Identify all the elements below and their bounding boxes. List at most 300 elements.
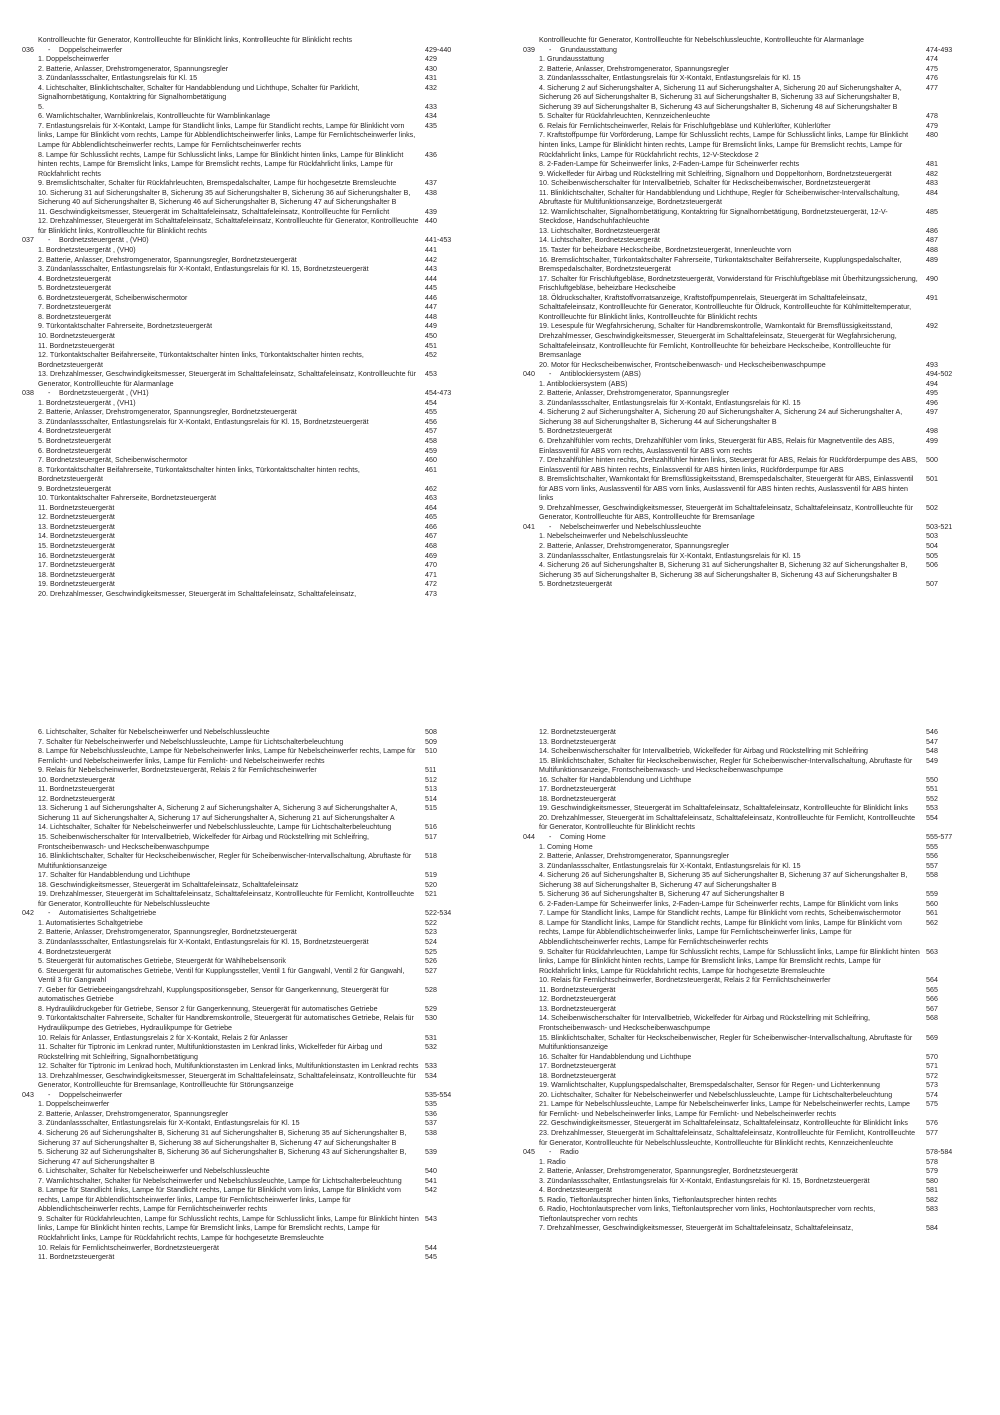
section-page-range: 535-554 xyxy=(425,1090,452,1099)
entry-text: 3. Zündanlassschalter, Entlastungsrelais für X-Kontakt, Entlastungsrelais für Kl. 15 xyxy=(539,74,801,83)
index-item-row[interactable] xyxy=(523,1129,978,1148)
entry-text: 2. Batterie, Anlasser, Drehstromgenerator, Spannungsregler xyxy=(539,852,730,861)
index-item-row[interactable] xyxy=(22,871,477,881)
index-item-row[interactable] xyxy=(22,1186,477,1215)
entry-text: 12. Bordnetzsteuergerät xyxy=(539,995,616,1004)
index-item-row[interactable] xyxy=(22,1062,477,1072)
entry-page-number: 558 xyxy=(926,871,938,880)
entry-page-number: 571 xyxy=(926,1062,938,1071)
index-item-row[interactable] xyxy=(523,919,978,948)
index-item-row[interactable] xyxy=(523,1053,978,1063)
index-item-row[interactable] xyxy=(523,1072,978,1082)
entry-text: 8. Lampe für Nebelschlussleuchte, Lampe für Nebelscheinwerfer links, Lampe für Nebelscheinwerfer rechts, Lampe für Fernlicht- und Nebelscheinwerfer links, Lampe für Fernlicht- und Nebelscheinwerfer rechts xyxy=(38,747,416,765)
index-item-row[interactable] xyxy=(523,389,978,399)
index-item-row[interactable] xyxy=(22,84,477,103)
index-section-row[interactable] xyxy=(22,236,477,246)
entry-page-number: 520 xyxy=(425,880,437,889)
index-item-row[interactable] xyxy=(22,1253,477,1263)
section-number: 044 xyxy=(523,833,535,842)
index-item-row[interactable] xyxy=(523,1167,978,1177)
section-page-range: 474-493 xyxy=(926,45,953,54)
section-dash: - xyxy=(48,236,51,245)
entry-text: 10. Relais für Anlasser, Entlastungsrelais 2 für X-Kontakt, Relais 2 für Anlasser xyxy=(38,1033,288,1042)
index-item-row[interactable] xyxy=(22,332,477,342)
index-item-row[interactable] xyxy=(523,542,978,552)
entry-page-number: 466 xyxy=(425,522,437,531)
index-item-row[interactable] xyxy=(22,284,477,294)
index-columns xyxy=(22,728,978,1263)
entry-page-number: 546 xyxy=(926,728,938,736)
entry-text: 18. Bordnetzsteuergerät xyxy=(539,1071,616,1080)
entry-page-number: 468 xyxy=(425,541,437,550)
entry-text: 10. Scheibenwischerschalter für Intervallbetrieb, Schalter für Heckscheibenwischer, Bordnetzsteuergerät xyxy=(539,179,871,188)
index-item-row[interactable] xyxy=(523,475,978,504)
index-item-row[interactable] xyxy=(523,1119,978,1129)
entry-page-number: 446 xyxy=(425,293,437,302)
index-section-row[interactable] xyxy=(523,523,978,533)
entry-text: 20. Drehzahlmesser, Steuergerät im Schalttafeleinsatz, Schalttafeleinsatz, Kontrollleuchte für Fernlicht, Kontrollleuchte für Generator, Kontrollleuchte für Blinklicht rechts xyxy=(539,813,916,832)
index-item-row[interactable] xyxy=(22,351,477,370)
entry-page-number: 576 xyxy=(926,1119,938,1128)
index-section-row[interactable] xyxy=(22,909,477,919)
entry-text: 2. Batterie, Anlasser, Drehstromgenerator, Spannungsregler, Bordnetzsteuergerät xyxy=(38,928,297,937)
entry-text: 11. Bordnetzsteuergerät xyxy=(539,985,616,994)
index-section-row[interactable] xyxy=(523,1148,978,1158)
index-item-row[interactable] xyxy=(22,256,477,266)
entry-page-number: 523 xyxy=(425,928,437,937)
entry-text: 8. Lampe für Standlicht links, Lampe für Standlicht rechts, Lampe für Blinklicht vorn links, Lampe für Blinklicht vorn rechts, Lampe für Abblendlichtscheinwerfer links, Lampe für Fernlichtscheinwerfer links, Lampe für Abblendlichtscheinwerfer rechts, Lampe für Fernlichtscheinwerfer rechts xyxy=(539,918,902,947)
entry-page-number: 451 xyxy=(425,341,437,350)
entry-page-number: 534 xyxy=(425,1071,437,1080)
entry-page-number: 484 xyxy=(926,188,938,197)
section-dash: - xyxy=(549,522,552,531)
entry-page-number: 582 xyxy=(926,1195,938,1204)
index-item-row[interactable] xyxy=(22,1014,477,1033)
index-item-row[interactable] xyxy=(523,275,978,294)
entry-page-number: 486 xyxy=(926,226,938,235)
index-item-row[interactable] xyxy=(523,170,978,180)
entry-page-number: 535 xyxy=(425,1100,437,1109)
entry-page-number: 567 xyxy=(926,1004,938,1013)
index-item-row[interactable] xyxy=(22,928,477,938)
entry-page-number: 483 xyxy=(926,179,938,188)
entry-text: 12. Warnlichtschalter, Signalhornbetätigung, Kontaktring für Signalhornbetätigung, Bordnetzsteuergerät, 12-V-Steckdose, Handschuhfachleuchte xyxy=(539,207,888,226)
index-item-row[interactable] xyxy=(22,217,477,236)
entry-text: 6. Bordnetzsteuergerät, Scheibenwischermotor xyxy=(38,293,188,302)
entry-page-number: 505 xyxy=(926,551,938,560)
index-item-row[interactable] xyxy=(523,256,978,275)
index-item-row[interactable] xyxy=(22,55,477,65)
index-item-row[interactable] xyxy=(22,738,477,748)
index-item-row[interactable] xyxy=(523,236,978,246)
entry-text: 3. Zündanlassschalter, Entlastungsrelais für X-Kontakt, Entlastungsrelais für Kl. 15 xyxy=(539,861,801,870)
entry-page-number: 464 xyxy=(425,503,437,512)
entry-page-number: 508 xyxy=(425,728,437,736)
entry-page-number: 547 xyxy=(926,737,938,746)
index-item-row[interactable] xyxy=(523,814,978,833)
entry-page-number: 565 xyxy=(926,985,938,994)
index-item-row[interactable] xyxy=(22,322,477,332)
entry-page-number: 503 xyxy=(926,532,938,541)
entry-text: 3. Zündanlassschalter, Entlastungsrelais für X-Kontakt, Entlastungsrelais für Kl. 15, Bordnetzsteuergerät xyxy=(539,1176,870,1185)
index-item-row[interactable] xyxy=(523,456,978,475)
index-item-row[interactable] xyxy=(22,265,477,275)
index-item-row[interactable] xyxy=(22,1177,477,1187)
entry-text: 2. Batterie, Anlasser, Drehstromgenerator, Spannungsregler xyxy=(38,64,229,73)
index-item-row[interactable] xyxy=(22,103,477,113)
index-item-row[interactable] xyxy=(523,1177,978,1187)
index-item-row[interactable] xyxy=(523,738,978,748)
entry-text: 9. Drehzahlmesser, Geschwindigkeitsmesser, Steuergerät im Schalttafeleinsatz, Schalttafeleinsatz, Kontrollleuchte für Generator, Kontrollleuchte für ABS, Kontrollleuchte für Bremsanlage xyxy=(539,503,913,522)
index-item-row[interactable] xyxy=(523,1005,978,1015)
entry-text: 5. Bordnetzsteuergerät xyxy=(539,427,612,436)
entry-page-number: 507 xyxy=(926,580,938,589)
entry-text: 19. Bordnetzsteuergerät xyxy=(38,580,115,589)
index-item-row[interactable] xyxy=(523,1196,978,1206)
index-item-row[interactable] xyxy=(523,1081,978,1091)
index-item-row[interactable] xyxy=(22,881,477,891)
section-page-range: 503-521 xyxy=(926,522,953,531)
index-item-row[interactable] xyxy=(523,408,978,427)
entry-page-number: 445 xyxy=(425,284,437,293)
entry-page-number: 489 xyxy=(926,255,938,264)
index-item-row[interactable] xyxy=(523,890,978,900)
index-item-row[interactable] xyxy=(523,757,978,776)
entry-page-number: 570 xyxy=(926,1052,938,1061)
entry-page-number: 495 xyxy=(926,389,938,398)
entry-page-number: 517 xyxy=(425,833,437,842)
index-item-row[interactable] xyxy=(523,795,978,805)
index-item-row[interactable] xyxy=(22,823,477,833)
index-item-row[interactable] xyxy=(22,938,477,948)
entry-page-number: 579 xyxy=(926,1167,938,1176)
index-item-row[interactable] xyxy=(523,776,978,786)
index-item-row[interactable] xyxy=(523,900,978,910)
index-item-row[interactable] xyxy=(523,437,978,456)
entry-text: 8. 2-Faden-Lampe für Scheinwerfer links, 2-Faden-Lampe für Scheinwerfer rechts xyxy=(539,160,800,169)
index-item-row[interactable] xyxy=(22,986,477,1005)
index-item-row[interactable] xyxy=(22,151,477,180)
index-item-row[interactable] xyxy=(22,485,477,495)
index-item-row[interactable] xyxy=(523,380,978,390)
entry-text: 17. Bordnetzsteuergerät xyxy=(539,785,616,794)
entry-text: 2. Batterie, Anlasser, Drehstromgenerator, Spannungsregler, Bordnetzsteuergerät xyxy=(539,1167,798,1176)
index-item-row[interactable] xyxy=(22,246,477,256)
index-item-row[interactable] xyxy=(22,189,477,208)
index-item-row[interactable] xyxy=(22,504,477,514)
index-item-row[interactable] xyxy=(523,1158,978,1168)
section-title: Grundausstattung xyxy=(560,45,617,54)
index-continuation-row xyxy=(523,36,978,46)
index-item-row[interactable] xyxy=(523,179,978,189)
entry-text: 3. Zündanlassschalter, Entlastungsrelais für X-Kontakt, Entlastungsrelais für Kl. 15, Bordnetzsteuergerät xyxy=(38,417,369,426)
index-item-row[interactable] xyxy=(22,1072,477,1091)
index-item-row[interactable] xyxy=(523,871,978,890)
index-item-row[interactable] xyxy=(523,361,978,371)
entry-page-number: 514 xyxy=(425,794,437,803)
index-item-row[interactable] xyxy=(523,246,978,256)
index-item-row[interactable] xyxy=(22,65,477,75)
index-item-row[interactable] xyxy=(523,852,978,862)
index-item-row[interactable] xyxy=(523,399,978,409)
entry-text: 13. Drehzahlmesser, Geschwindigkeitsmesser, Steuergerät im Schalttafeleinsatz, Schalttafeleinsatz, Kontrollleuchte für Generator, Kontrollleuchte für Bremsanlage, Kontrollleuchte für Störungsanzeige xyxy=(38,1071,416,1090)
index-item-row[interactable] xyxy=(523,208,978,227)
index-item-row[interactable] xyxy=(523,160,978,170)
index-item-row[interactable] xyxy=(523,131,978,160)
entry-text: 19. Lesespule für Wegfahrsicherung, Schalter für Handbremskontrolle, Warnkontakt für Bremsflüssigkeitsstand, Drehzahlmesser, Geschwindigkeitsmesser, Steuergerät im Schalttafeleinsatz, Steuergerät für Wegfahrsicherung, Schalttafeleinsatz, Kontrollleuchte für Fernlicht, Kontrollleuchte für beheizbare Heckscheibe, Kontrollleuchte für Bremsanlage xyxy=(539,322,897,360)
entry-page-number: 504 xyxy=(926,541,938,550)
entry-page-number: 474 xyxy=(926,55,938,64)
entry-text: 4. Bordnetzsteuergerät xyxy=(38,427,111,436)
entry-text: 16. Bremslichtschalter, Türkontaktschalter Fahrerseite, Türkontaktschalter Beifahrerseite, Kupplungspedalschalter, Bremspedalschalter, Bordnetzsteuergerät xyxy=(539,255,902,274)
index-item-row[interactable] xyxy=(22,1119,477,1129)
index-item-row[interactable] xyxy=(523,1205,978,1224)
index-item-row[interactable] xyxy=(523,976,978,986)
index-item-row[interactable] xyxy=(22,1215,477,1244)
index-item-row[interactable] xyxy=(22,590,477,600)
section-number: 040 xyxy=(523,370,535,379)
index-item-row[interactable] xyxy=(22,122,477,151)
index-section-row[interactable] xyxy=(22,389,477,399)
section-number: 043 xyxy=(22,1090,34,1099)
entry-page-number: 539 xyxy=(425,1148,437,1157)
index-item-row[interactable] xyxy=(22,852,477,871)
index-item-row[interactable] xyxy=(523,55,978,65)
index-item-row[interactable] xyxy=(22,795,477,805)
index-item-row[interactable] xyxy=(523,1062,978,1072)
entry-text: 7. Entlastungsrelais für X-Kontakt, Lampe für Standlicht links, Lampe für Standlicht rechts, Lampe für Blinklicht vorn links, Lampe für Blinklicht vorn rechts, Lampe für Abblendlichtscheinwerfer links, Lampe für Fernlichtscheinwerfer links, Lampe für Abblendlichtscheinwerfer rechts, Lampe für Fernlichtscheinwerfer rechts xyxy=(38,121,416,150)
entry-text: 14. Scheibenwischerschalter für Intervallbetrieb, Wickelfeder für Airbag und Rückstellring mit Schleifring xyxy=(539,747,869,756)
index-item-row[interactable] xyxy=(22,275,477,285)
index-item-row[interactable] xyxy=(22,437,477,447)
index-item-row[interactable] xyxy=(22,1005,477,1015)
index-section-row[interactable] xyxy=(523,370,978,380)
index-item-row[interactable] xyxy=(22,833,477,852)
entry-text: 17. Bordnetzsteuergerät xyxy=(38,561,115,570)
section-title: Bordnetzsteuergerät , (VH1) xyxy=(59,389,149,398)
index-item-row[interactable] xyxy=(22,427,477,437)
index-item-row[interactable] xyxy=(22,890,477,909)
entry-page-number: 550 xyxy=(926,775,938,784)
entry-text: 1. Bordnetzsteuergerät , (VH0) xyxy=(38,246,136,255)
entry-text: 1. Antiblockiersystem (ABS) xyxy=(539,379,628,388)
entry-page-number: 574 xyxy=(926,1090,938,1099)
entry-text: 2. Batterie, Anlasser, Drehstromgenerator, Spannungsregler, Bordnetzsteuergerät xyxy=(38,255,297,264)
index-item-row[interactable] xyxy=(523,580,978,590)
entry-text: 6. 2-Faden-Lampe für Scheinwerfer links, 2-Faden-Lampe für Scheinwerfer rechts, Lampe für Blinklicht vorn links xyxy=(539,899,899,908)
index-item-row[interactable] xyxy=(22,523,477,533)
index-item-row[interactable] xyxy=(523,74,978,84)
entry-page-number: 435 xyxy=(425,121,437,130)
index-item-row[interactable] xyxy=(523,747,978,757)
index-section-row[interactable] xyxy=(22,46,477,56)
entry-page-number: 450 xyxy=(425,331,437,340)
index-item-row[interactable] xyxy=(523,986,978,996)
index-item-row[interactable] xyxy=(22,1244,477,1254)
index-section-row[interactable] xyxy=(523,46,978,56)
index-item-row[interactable] xyxy=(22,532,477,542)
index-item-row[interactable] xyxy=(523,995,978,1005)
entry-page-number: 525 xyxy=(425,947,437,956)
index-item-row[interactable] xyxy=(22,1148,477,1167)
entry-text: 16. Blinklichtschalter, Schalter für Heckscheibenwischer, Regler für Scheibenwischer-Intervallschaltung, Abruftaste für Multifunktionsanzeige xyxy=(38,852,412,870)
index-item-row[interactable] xyxy=(22,580,477,590)
index-item-row[interactable] xyxy=(523,1224,978,1234)
entry-page-number: 502 xyxy=(926,503,938,512)
entry-text: 5. Bordnetzsteuergerät xyxy=(38,284,111,293)
index-item-row[interactable] xyxy=(22,542,477,552)
section-dash: - xyxy=(549,370,552,379)
index-item-row[interactable] xyxy=(22,447,477,457)
section-title: Doppelscheinwerfer xyxy=(59,45,123,54)
index-item-row[interactable] xyxy=(523,294,978,323)
entry-text: 4. Sicherung 2 auf Sicherungshalter A, Sicherung 11 auf Sicherungshalter A, Sicherung 20 auf Sicherungshalter A, Sicherung 26 auf Sicherungshalter B, Sicherung 31 auf Sicherungshalter B, Sicherung 33 auf Sicherungshalter B, Sicherung 39 auf Sicherungshalter B, Sicherung 43 auf Sicherungshalter B, Sicherung 48 auf Sicherungshalter B xyxy=(539,83,902,111)
entry-page-number: 441 xyxy=(425,246,437,255)
entry-text: 7. Bordnetzsteuergerät xyxy=(38,303,111,312)
entry-page-number: 543 xyxy=(425,1214,437,1223)
index-item-row[interactable] xyxy=(22,370,477,389)
index-item-row[interactable] xyxy=(22,728,477,738)
index-item-row[interactable] xyxy=(523,1091,978,1101)
index-item-row[interactable] xyxy=(22,785,477,795)
section-dash: - xyxy=(48,909,51,918)
entry-text: 5. Bordnetzsteuergerät xyxy=(38,436,111,445)
index-item-row[interactable] xyxy=(523,804,978,814)
index-item-row[interactable] xyxy=(22,494,477,504)
index-item-row[interactable] xyxy=(523,843,978,853)
index-item-row[interactable] xyxy=(523,561,978,580)
entry-text: 3. Zündanlassschalter, Entlastungsrelais für X-Kontakt, Entlastungsrelais für Kl. 15 xyxy=(539,551,801,560)
index-item-row[interactable] xyxy=(22,1129,477,1148)
index-item-row[interactable] xyxy=(523,189,978,208)
entry-text: 13. Bordnetzsteuergerät xyxy=(38,522,115,531)
entry-text: 10. Bordnetzsteuergerät xyxy=(38,775,115,784)
entry-page-number: 568 xyxy=(926,1014,938,1023)
section-page-range: 441-453 xyxy=(425,236,452,245)
index-item-row[interactable] xyxy=(22,1110,477,1120)
index-item-row[interactable] xyxy=(22,418,477,428)
entry-text: 18. Öldruckschalter, Kraftstoffvorratsanzeige, Kraftstoffpumpenrelais, Steuergerät im Schalttafeleinsatz, Schalttafeleinsatz, Kontrollleuchte für Generator, Kontrollleuchte für Öldruck, Kontrollleuchte für Kühlmitteltemperatur, Kontrollleuchte für Blinklicht links, Kontrollleuchte für Blinklicht rechts xyxy=(539,293,912,321)
entry-page-number: 521 xyxy=(425,890,437,899)
section-title: Doppelscheinwerfer xyxy=(59,1090,123,1099)
index-item-row[interactable] xyxy=(22,313,477,323)
entry-text: 19. Geschwindigkeitsmesser, Steuergerät im Schalttafeleinsatz, Schalttafeleinsatz, Kontrollleuchte für Blinklicht links xyxy=(539,804,908,813)
entry-page-number: 471 xyxy=(425,570,437,579)
entry-page-number: 449 xyxy=(425,322,437,331)
index-item-row[interactable] xyxy=(523,1100,978,1119)
entry-page-number: 493 xyxy=(926,360,938,369)
index-item-row[interactable] xyxy=(22,74,477,84)
index-section-row[interactable] xyxy=(523,833,978,843)
index-item-row[interactable] xyxy=(22,342,477,352)
index-item-row[interactable] xyxy=(22,919,477,929)
index-item-row[interactable] xyxy=(22,399,477,409)
index-item-row[interactable] xyxy=(523,862,978,872)
index-item-row[interactable] xyxy=(22,561,477,571)
entry-page-number: 473 xyxy=(425,589,437,598)
index-column xyxy=(523,728,978,1234)
index-item-row[interactable] xyxy=(22,456,477,466)
index-item-row[interactable] xyxy=(22,967,477,986)
index-item-row[interactable] xyxy=(22,804,477,823)
index-item-row[interactable] xyxy=(22,571,477,581)
entry-page-number: 472 xyxy=(425,580,437,589)
index-item-row[interactable] xyxy=(22,948,477,958)
entry-page-number: 527 xyxy=(425,966,437,975)
entry-page-number: 510 xyxy=(425,747,437,756)
index-item-row[interactable] xyxy=(523,532,978,542)
index-item-row[interactable] xyxy=(22,1034,477,1044)
index-item-row[interactable] xyxy=(22,303,477,313)
entry-text: 18. Geschwindigkeitsmesser, Steuergerät im Schalttafeleinsatz, Schalttafeleinsatz xyxy=(38,880,299,889)
index-item-row[interactable] xyxy=(22,466,477,485)
index-item-row[interactable] xyxy=(523,84,978,113)
index-item-row[interactable] xyxy=(22,747,477,766)
index-item-row[interactable] xyxy=(523,122,978,132)
index-item-row[interactable] xyxy=(22,776,477,786)
entry-text: 6. Bordnetzsteuergerät xyxy=(38,446,111,455)
entry-page-number: 553 xyxy=(926,804,938,813)
index-item-row[interactable] xyxy=(523,322,978,360)
index-item-row[interactable] xyxy=(22,1167,477,1177)
index-item-row[interactable] xyxy=(523,65,978,75)
index-item-row[interactable] xyxy=(523,728,978,738)
entry-text: 1. Radio xyxy=(539,1157,566,1166)
entry-text: 19. Drehzahlmesser, Steuergerät im Schalttafeleinsatz, Schalttafeleinsatz, Kontrollleuchte für Fernlicht, Kontrollleuchte für Generator, Kontrollleuchte für Nebelschlussleuchte xyxy=(38,890,415,908)
entry-text: 13. Bordnetzsteuergerät xyxy=(539,737,616,746)
entry-text: 1. Grundausstattung xyxy=(539,55,604,64)
entry-page-number: 573 xyxy=(926,1081,938,1090)
entry-text: 6. Drehzahlfühler vorn rechts, Drehzahlfühler vorn links, Steuergerät für ABS, Relais für Magnetventile des ABS, Einlassventil für ABS vorn rechts, Auslassventil für ABS vorn rechts xyxy=(539,436,895,455)
index-item-row[interactable] xyxy=(22,112,477,122)
index-item-row[interactable] xyxy=(523,1186,978,1196)
index-item-row[interactable] xyxy=(22,294,477,304)
entry-text: 18. Bordnetzsteuergerät xyxy=(38,570,115,579)
index-item-row[interactable] xyxy=(523,948,978,977)
index-item-row[interactable] xyxy=(523,1034,978,1053)
entry-page-number: 556 xyxy=(926,852,938,861)
index-section-row[interactable] xyxy=(22,1091,477,1101)
index-item-row[interactable] xyxy=(22,408,477,418)
section-number: 036 xyxy=(22,45,34,54)
index-item-row[interactable] xyxy=(22,1043,477,1062)
index-item-row[interactable] xyxy=(523,552,978,562)
entry-text: 5. Sicherung 36 auf Sicherungshalter B, Sicherung 47 auf Sicherungshalter B xyxy=(539,890,785,899)
index-item-row[interactable] xyxy=(523,1014,978,1033)
index-item-row[interactable] xyxy=(523,427,978,437)
entry-text: 1. Nebelscheinwerfer und Nebelschlussleuchte xyxy=(539,532,689,541)
index-item-row[interactable] xyxy=(523,112,978,122)
index-item-row[interactable] xyxy=(22,957,477,967)
entry-page-number: 530 xyxy=(425,1014,437,1023)
index-item-row[interactable] xyxy=(22,208,477,218)
entry-page-number: 561 xyxy=(926,909,938,918)
index-item-row[interactable] xyxy=(22,513,477,523)
index-item-row[interactable] xyxy=(22,1100,477,1110)
index-item-row[interactable] xyxy=(523,785,978,795)
index-item-row[interactable] xyxy=(22,766,477,776)
index-item-row[interactable] xyxy=(523,504,978,523)
entry-page-number: 479 xyxy=(926,121,938,130)
index-item-row[interactable] xyxy=(22,179,477,189)
index-item-row[interactable] xyxy=(22,552,477,562)
index-item-row[interactable] xyxy=(523,227,978,237)
entry-text: 9. Bremslichtschalter, Schalter für Rückfahrleuchten, Bremspedalschalter, Lampe für hochgesetzte Bremsleuchte xyxy=(38,179,397,188)
entry-page-number: 455 xyxy=(425,408,437,417)
entry-text: 15. Taster für beheizbare Heckscheibe, Bordnetzsteuergerät, Innenleuchte vorn xyxy=(539,246,792,255)
index-item-row[interactable] xyxy=(523,909,978,919)
entry-text: 4. Bordnetzsteuergerät xyxy=(38,947,111,956)
